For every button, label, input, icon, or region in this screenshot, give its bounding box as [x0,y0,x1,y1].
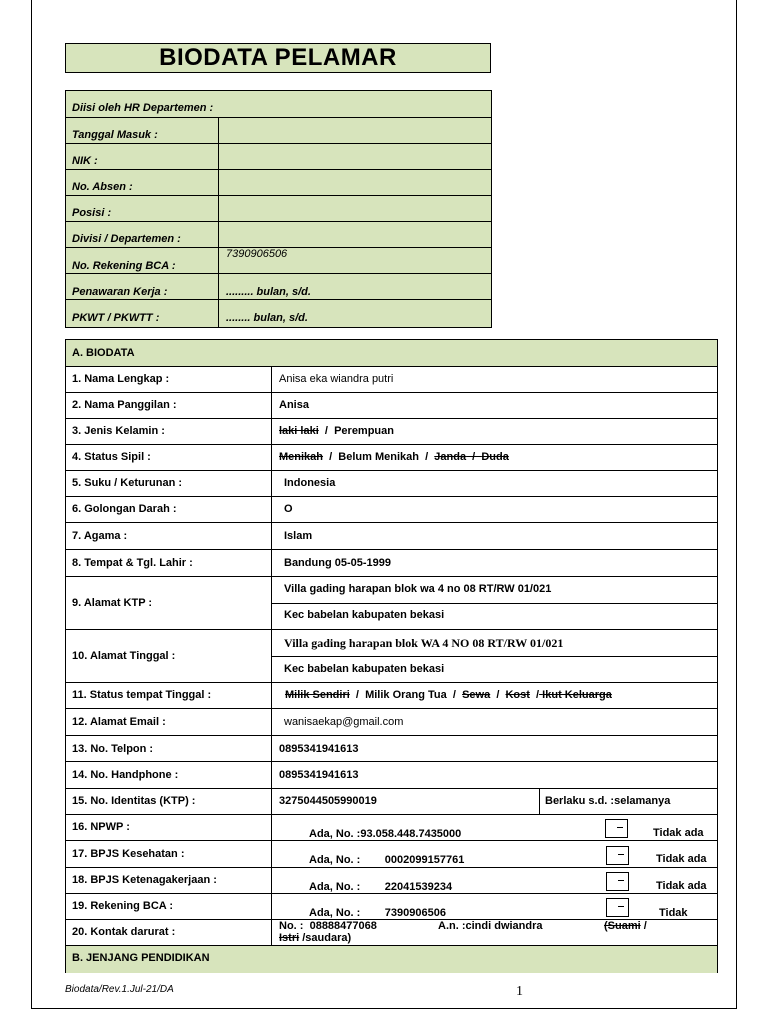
field-label: 9. Alamat KTP : [72,597,153,609]
option-suami: (Suami [604,920,641,932]
row-ktp [66,788,717,815]
field-label: 16. NPWP : [72,821,130,833]
row-kontak-darurat [66,919,717,946]
option-saudara: /saudara) [302,932,352,944]
hr-row-pkwt [66,299,491,327]
row-bpjs-ketenagakerjaan [66,867,717,894]
nama-panggilan-value[interactable]: Anisa [279,399,309,411]
hr-row-penawaran [66,273,491,300]
no-prefix: No. : [279,920,304,932]
row-npwp [66,814,717,841]
field-label: 2. Nama Panggilan : [72,399,177,411]
suku-value[interactable]: Indonesia [284,477,336,489]
row-alamat-tinggal [66,629,717,683]
page-number: 1 [516,984,523,999]
field-label: 17. BPJS Kesehatan : [72,848,185,860]
footer-revision: Biodata/Rev.1.Jul-21/DA [65,984,174,995]
tidak-ada-label: Tidak ada [656,880,707,892]
row-suku [66,470,717,497]
field-label: 11. Status tempat Tinggal : [72,689,212,701]
alamat-tinggal-line2[interactable]: Kec babelan kabupaten bekasi [284,663,445,675]
option-laki-laki: laki laki [279,425,319,437]
option-milik-sendiri: Milik Sendiri [285,689,350,701]
row-status-tempat-tinggal [66,682,717,709]
option-belum-menikah: Belum Menikah [338,451,419,463]
agama-value[interactable]: Islam [284,530,313,542]
field-label: 1. Nama Lengkap : [72,373,170,385]
golongan-darah-value[interactable]: O [284,503,293,515]
section-b-header [66,945,717,973]
hr-label: Penawaran Kerja : [72,286,168,298]
ada-prefix: Ada, No. : [309,907,361,919]
option-ikut-keluarga: Ikut Keluarga [542,689,612,701]
hr-label: PKWT / PKWTT : [72,312,160,324]
option-milik-orang-tua: Milik Orang Tua [365,689,447,701]
tidak-ada-checkbox[interactable] [605,819,628,838]
bpjs-kesehatan-number: 0002099157761 [384,854,465,866]
kontak-relasi-line1[interactable] [604,920,647,932]
alamat-ktp-line1[interactable]: Villa gading harapan blok wa 4 no 08 RT/RW 01/021 [284,583,552,595]
hr-heading: Diisi oleh HR Departemen : [72,102,214,114]
separator: / [324,425,328,437]
ktp-value[interactable]: 3275044505990019 [279,795,377,807]
hr-row-nik [66,143,491,170]
kontak-relasi-line2[interactable] [279,932,351,944]
hr-label: Tanggal Masuk : [72,129,158,141]
option-kost: Kost [505,689,530,701]
ada-prefix: Ada, No. : [309,881,361,893]
option-istri: Istri [279,932,300,944]
field-label: 8. Tempat & Tgl. Lahir : [72,557,193,569]
section-a-title: A. BIODATA [72,347,135,359]
kontak-darurat-nama[interactable]: A.n. :cindi dwiandra [438,920,543,932]
handphone-value[interactable]: 0895341941613 [279,769,359,781]
row-email [66,708,717,736]
option-perempuan: Perempuan [334,425,394,437]
hr-label: Posisi : [72,207,112,219]
npwp-number: 93.058.448.7435000 [360,828,462,840]
status-tempat-tinggal-value[interactable]: Milik Sendiri / Milik Orang Tua / Sewa / Kost / Ikut Keluarga [285,689,612,701]
field-label: 14. No. Handphone : [72,769,179,781]
tidak-checkbox[interactable] [606,898,629,917]
field-label: 19. Rekening BCA : [72,900,174,912]
ada-prefix: Ada, No. : [309,854,361,866]
row-alamat-ktp [66,576,717,630]
field-label: 13. No. Telpon : [72,743,154,755]
telpon-value[interactable]: 0895341941613 [279,743,359,755]
tidak-ada-label: Tidak ada [653,827,704,839]
hr-row-divisi [66,221,491,248]
row-rekening-bca [66,893,717,920]
hr-label: Divisi / Departemen : [72,233,181,245]
row-tempat-tgl-lahir [66,549,717,577]
row-agama [66,522,717,550]
tidak-label: Tidak [659,907,688,919]
hr-row-no-absen [66,169,491,196]
tidak-ada-checkbox[interactable] [606,846,629,865]
alamat-tinggal-line1[interactable]: Villa gading harapan blok WA 4 NO 08 RT/RW 01/021 [284,636,564,650]
hr-label: NIK : [72,155,98,167]
field-label: 7. Agama : [72,530,128,542]
kontak-darurat-no[interactable] [279,920,377,932]
status-sipil-value[interactable]: Menikah / Belum Menikah / Janda / Duda [279,451,509,463]
row-status-sipil [66,444,717,471]
nama-lengkap-value[interactable]: Anisa eka wiandra putri [279,373,394,385]
row-telpon [66,735,717,762]
field-label: 10. Alamat Tinggal : [72,650,176,662]
separator: / [643,920,647,932]
field-label: 12. Alamat Email : [72,716,166,728]
section-a-header [66,340,717,366]
field-label: 15. No. Identitas (KTP) : [72,795,196,807]
option-duda: Duda [481,451,509,463]
row-nama-panggilan [66,392,717,419]
hr-value-input[interactable]: 7390906506 [226,248,288,260]
hr-row-posisi [66,195,491,222]
column-divider [539,789,540,815]
page-title: BIODATA PELAMAR [65,43,491,73]
hr-row-tanggal-masuk [66,117,491,144]
option-menikah: Menikah [279,451,324,463]
row-golongan-darah [66,496,717,523]
bpjs-ketenagakerjaan-number: 22041539234 [384,881,453,893]
field-label: 20. Kontak darurat : [72,926,176,938]
ada-prefix: Ada, No. : [309,828,361,840]
rekening-bca-value[interactable] [309,907,446,919]
field-label: 5. Suku / Keturunan : [72,477,183,489]
alamat-ktp-line2[interactable]: Kec babelan kabupaten bekasi [284,609,445,621]
section-b-title: B. JENJANG PENDIDIKAN [72,952,210,964]
biodata-table [65,339,718,973]
option-sewa: Sewa [462,689,491,701]
jenis-kelamin-value[interactable] [279,425,394,437]
hr-value-input[interactable]: ........ bulan, s/d. [226,312,308,324]
npwp-value[interactable] [309,828,461,840]
option-janda: Janda [434,451,467,463]
row-bpjs-kesehatan [66,840,717,868]
row-divider [271,656,717,657]
field-label: 3. Jenis Kelamin : [72,425,165,437]
tidak-ada-label: Tidak ada [656,853,707,865]
hr-label: No. Absen : [72,181,133,193]
kontak-number: 08888477068 [309,920,377,932]
hr-row-rekening [66,247,491,274]
field-label: 18. BPJS Ketenagakerjaan : [72,874,217,886]
row-handphone [66,761,717,789]
rekening-bca-number: 7390906506 [384,907,446,919]
row-divider [271,603,717,604]
field-label: 6. Golongan Darah : [72,503,177,515]
hr-section [65,90,492,328]
tempat-tgl-lahir-value[interactable]: Bandung 05-05-1999 [284,557,391,569]
field-label: 4. Status Sipil : [72,451,151,463]
bpjs-ketenagakerjaan-value[interactable] [309,881,452,893]
hr-label: No. Rekening BCA : [72,260,176,272]
hr-value-input[interactable]: ......... bulan, s/d. [226,286,311,298]
row-jenis-kelamin [66,418,717,445]
row-nama-lengkap [66,366,717,393]
bpjs-kesehatan-value[interactable] [309,854,464,866]
tidak-ada-checkbox[interactable] [606,872,629,891]
email-value[interactable]: wanisaekap@gmail.com [284,716,404,728]
ktp-berlaku-value[interactable]: Berlaku s.d. :selamanya [545,795,671,807]
